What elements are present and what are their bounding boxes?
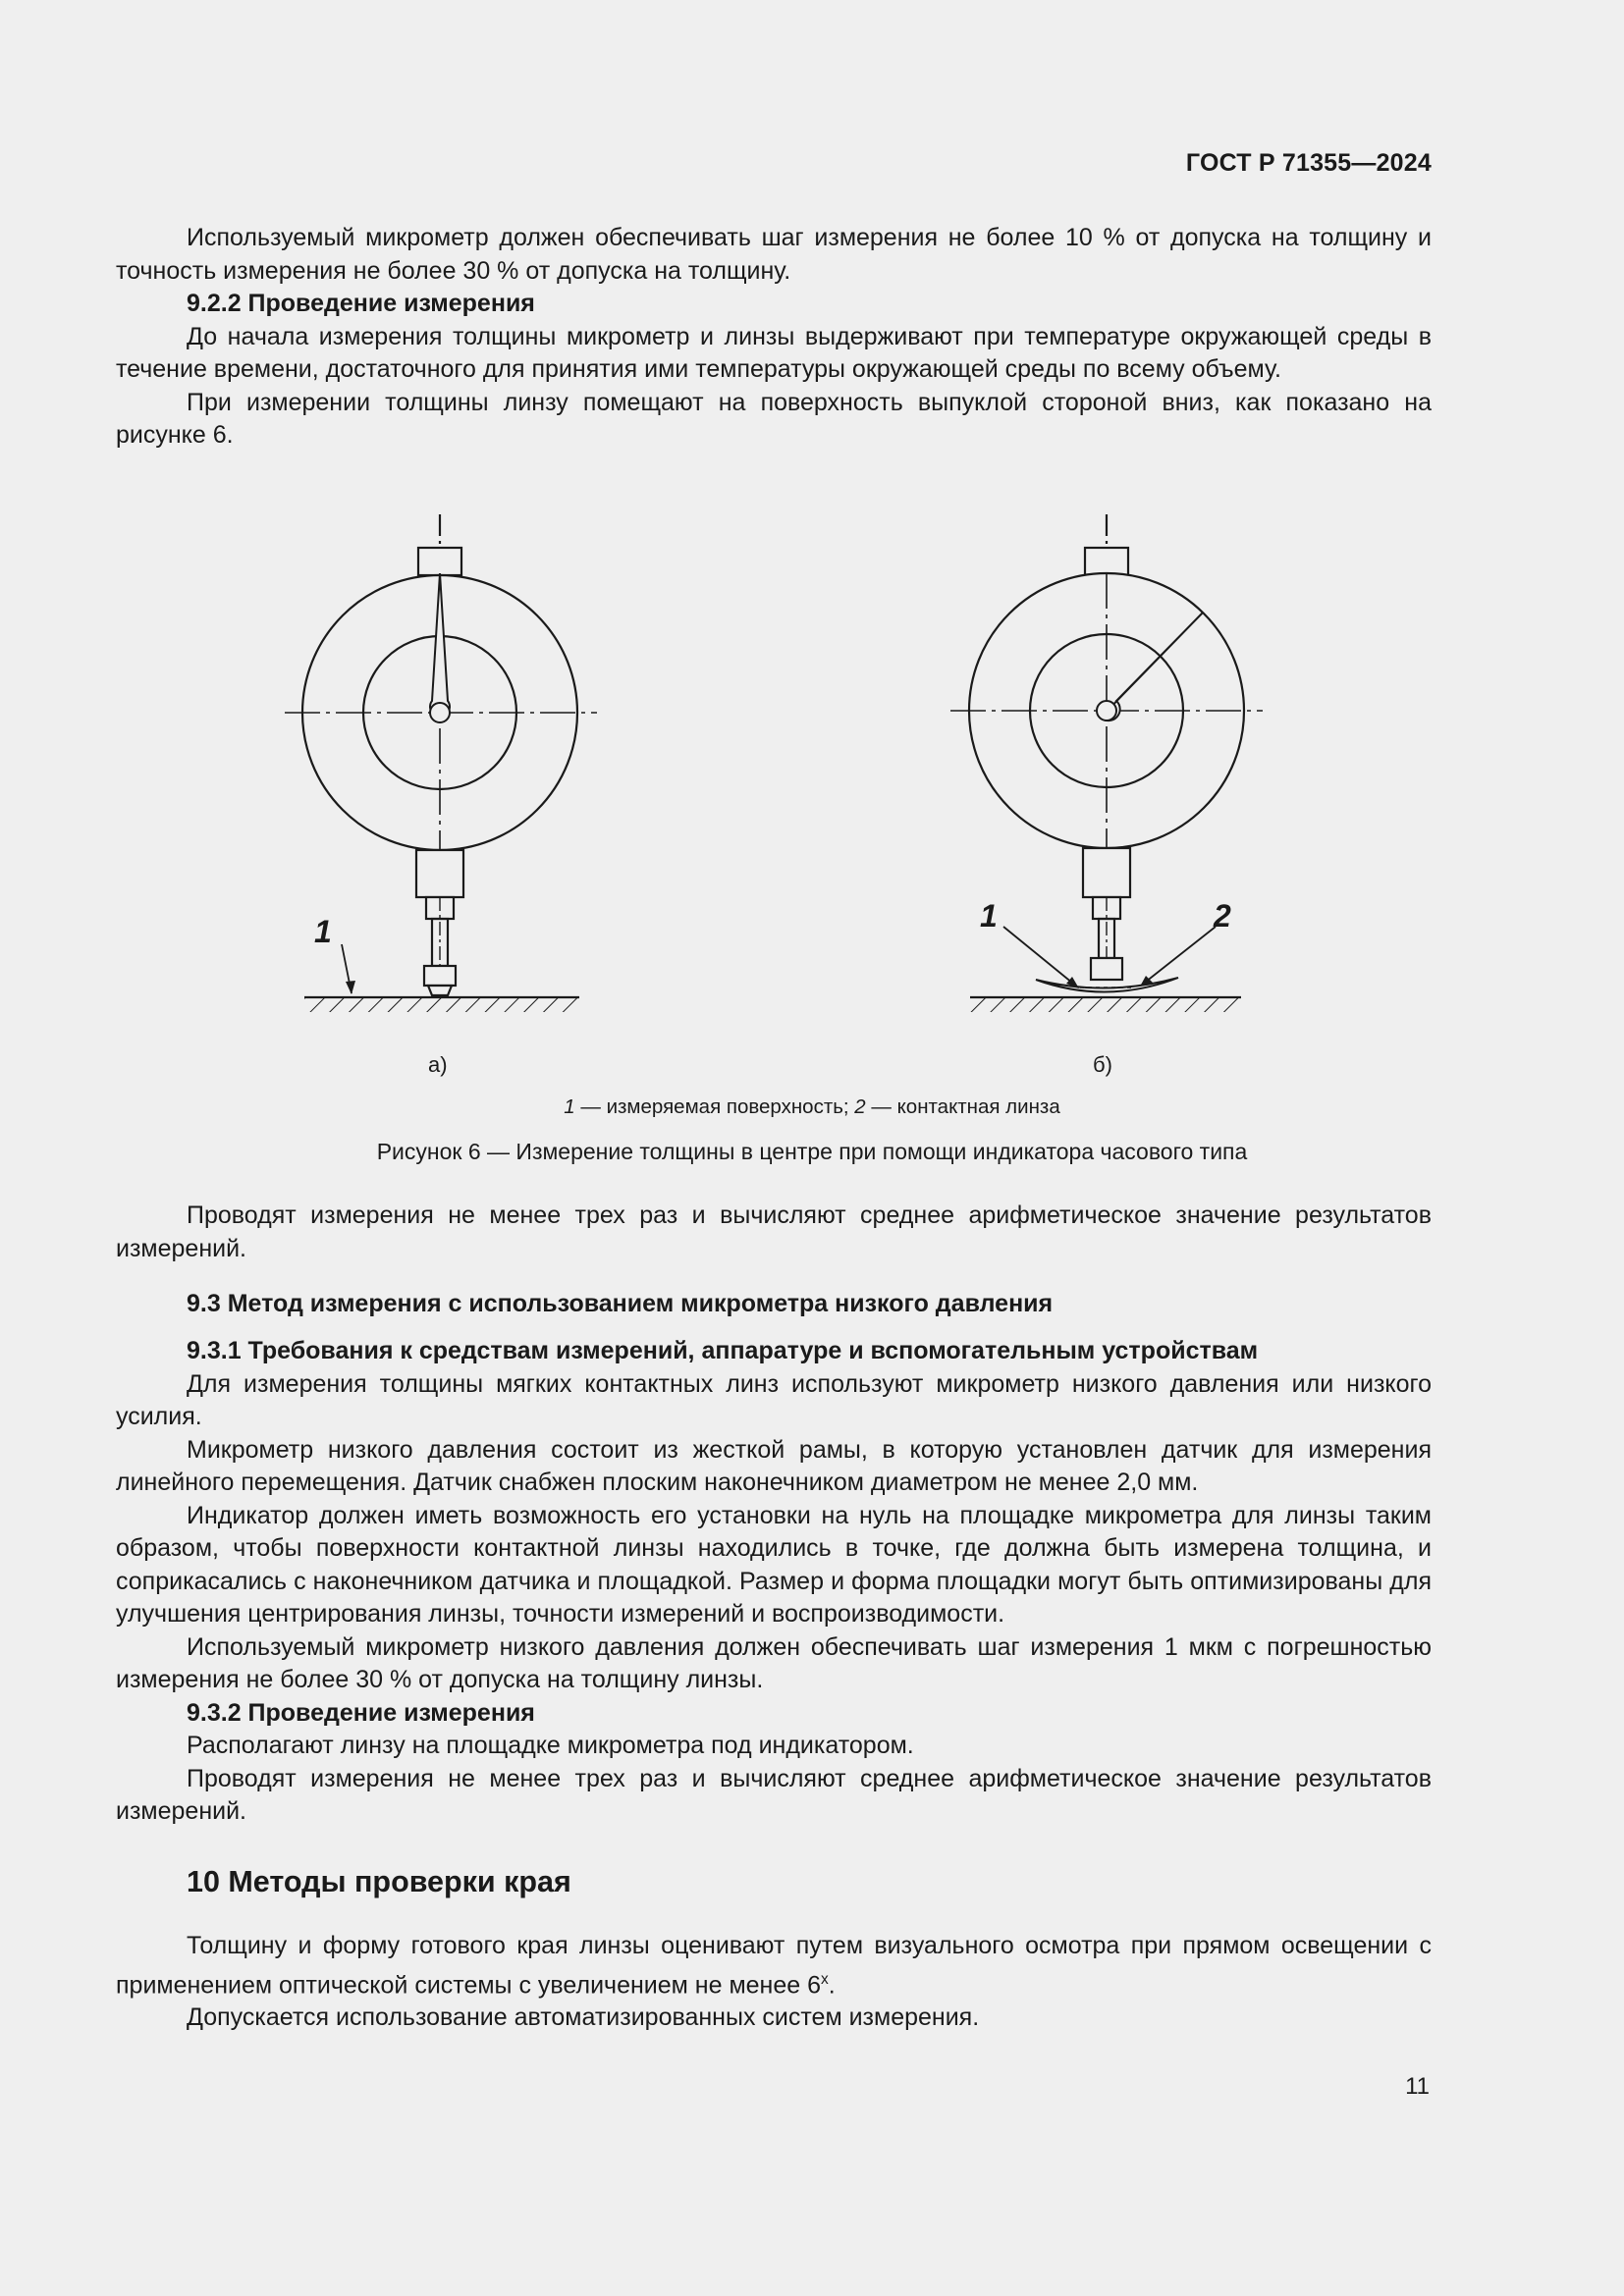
section-9-2-2-title: 9.2.2 Проведение измерения — [187, 290, 535, 317]
callout-1-a: 1 — [314, 914, 332, 949]
paragraph-place-lens: Располагают линзу на площадке микрометра под индикатором. — [187, 1732, 914, 1759]
paragraph-repeat-measurements: Проводят измерения не менее трех раз и вычисляют среднее арифметическое значение результатов измерений. — [116, 1201, 1432, 1262]
paragraph-edge-inspection — [116, 1930, 1432, 2002]
section-10-title: 10 Методы проверки края — [187, 1865, 571, 1898]
section-10-block — [116, 1865, 1432, 1899]
section-10-text-block — [116, 1930, 1432, 2035]
paragraph-frame: Микрометр низкого давления состоит из жесткой рамы, в которую установлен датчик для измерения линейного перемещения. Датчик снабжен плоским наконечником диаметром не менее 2,0 мм. — [116, 1435, 1432, 1496]
legend-num-2: 2 — [854, 1095, 866, 1118]
figure-legend — [0, 1095, 1624, 1119]
measurement-text-block — [116, 1200, 1432, 1265]
legend-text-2: — контактная линза — [865, 1095, 1060, 1118]
standard-header: ГОСТ Р 71355—2024 — [1185, 149, 1432, 177]
dial-indicator-b — [950, 514, 1263, 1012]
figure-label-a: а) — [428, 1052, 448, 1077]
section-9-3-1-block — [116, 1335, 1432, 1829]
paragraph-lens-placement: При измерении толщины линзу помещают на поверхность выпуклой стороной вниз, как показано на рисунке 6. — [116, 388, 1432, 449]
paragraph-low-pressure-step: Используемый микрометр низкого давления должен обеспечивать шаг измерения 1 мкм с погрешностью измерения не более 30 % от допуска на толщину линзы. — [116, 1632, 1432, 1693]
figure-label-b: б) — [1093, 1052, 1112, 1077]
paragraph-soft-lenses: Для измерения толщины мягких контактных линз используют микрометр низкого давления или низкого усилия. — [116, 1369, 1432, 1430]
legend-num-1: 1 — [564, 1095, 575, 1118]
paragraph-repeat-measurements-2: Проводят измерения не менее трех раз и вычисляют среднее арифметическое значение результатов измерений. — [116, 1764, 1432, 1825]
figure-6-drawing — [0, 0, 1624, 1139]
section-9-3-2-title: 9.3.2 Проведение измерения — [187, 1698, 535, 1727]
paragraph-automated-systems: Допускается использование автоматизированных систем измерения. — [187, 2003, 980, 2032]
paragraph-temperature: До начала измерения толщины микрометр и линзы выдерживают при температуре окружающей среды в течение времени, достаточного для принятия ими температуры окружающей среды по всему объему. — [116, 322, 1432, 383]
paragraph-micrometer-step: Используемый микрометр должен обеспечивать шаг измерения не более 10 % от допуска на толщину и точность измерения не более 30 % от допуска на толщину. — [116, 224, 1432, 285]
edge-inspection-end: . — [828, 1970, 836, 1999]
page-number: 11 — [1405, 2073, 1430, 2100]
section-9-3-block — [116, 1288, 1432, 1321]
legend-text-1: — измеряемая поверхность; — [574, 1095, 855, 1118]
callout-2-b: 2 — [1214, 898, 1231, 934]
edge-inspection-text: Толщину и форму готового края линзы оценивают путем визуального осмотра при прямом освещении с применением оптической системы с увеличением не менее 6 — [116, 1932, 1432, 1999]
figure-6-caption: Рисунок 6 — Измерение толщины в центре при помощи индикатора часового типа — [376, 1139, 1248, 1164]
section-9-3-title: 9.3 Метод измерения с использованием микрометра низкого давления — [187, 1290, 1054, 1317]
section-9-3-1-title: 9.3.1 Требования к средствам измерений, аппаратуре и вспомогательным устройствам — [187, 1337, 1259, 1364]
paragraph-zero-setting: Индикатор должен иметь возможность его установки на нуль на площадке микрометра для линзы таким образом, чтобы поверхности контактной линзы находились в точке, где должна быть измерена толщина, и соприкасались с наконечником датчика и площадкой. Размер и форма площадки могут быть оптимизированы для улучшения центрирования линзы, точности измерений и воспроизводимости. — [116, 1501, 1432, 1628]
magnification-sup: x — [821, 1970, 829, 1988]
callout-1-b: 1 — [980, 898, 998, 934]
